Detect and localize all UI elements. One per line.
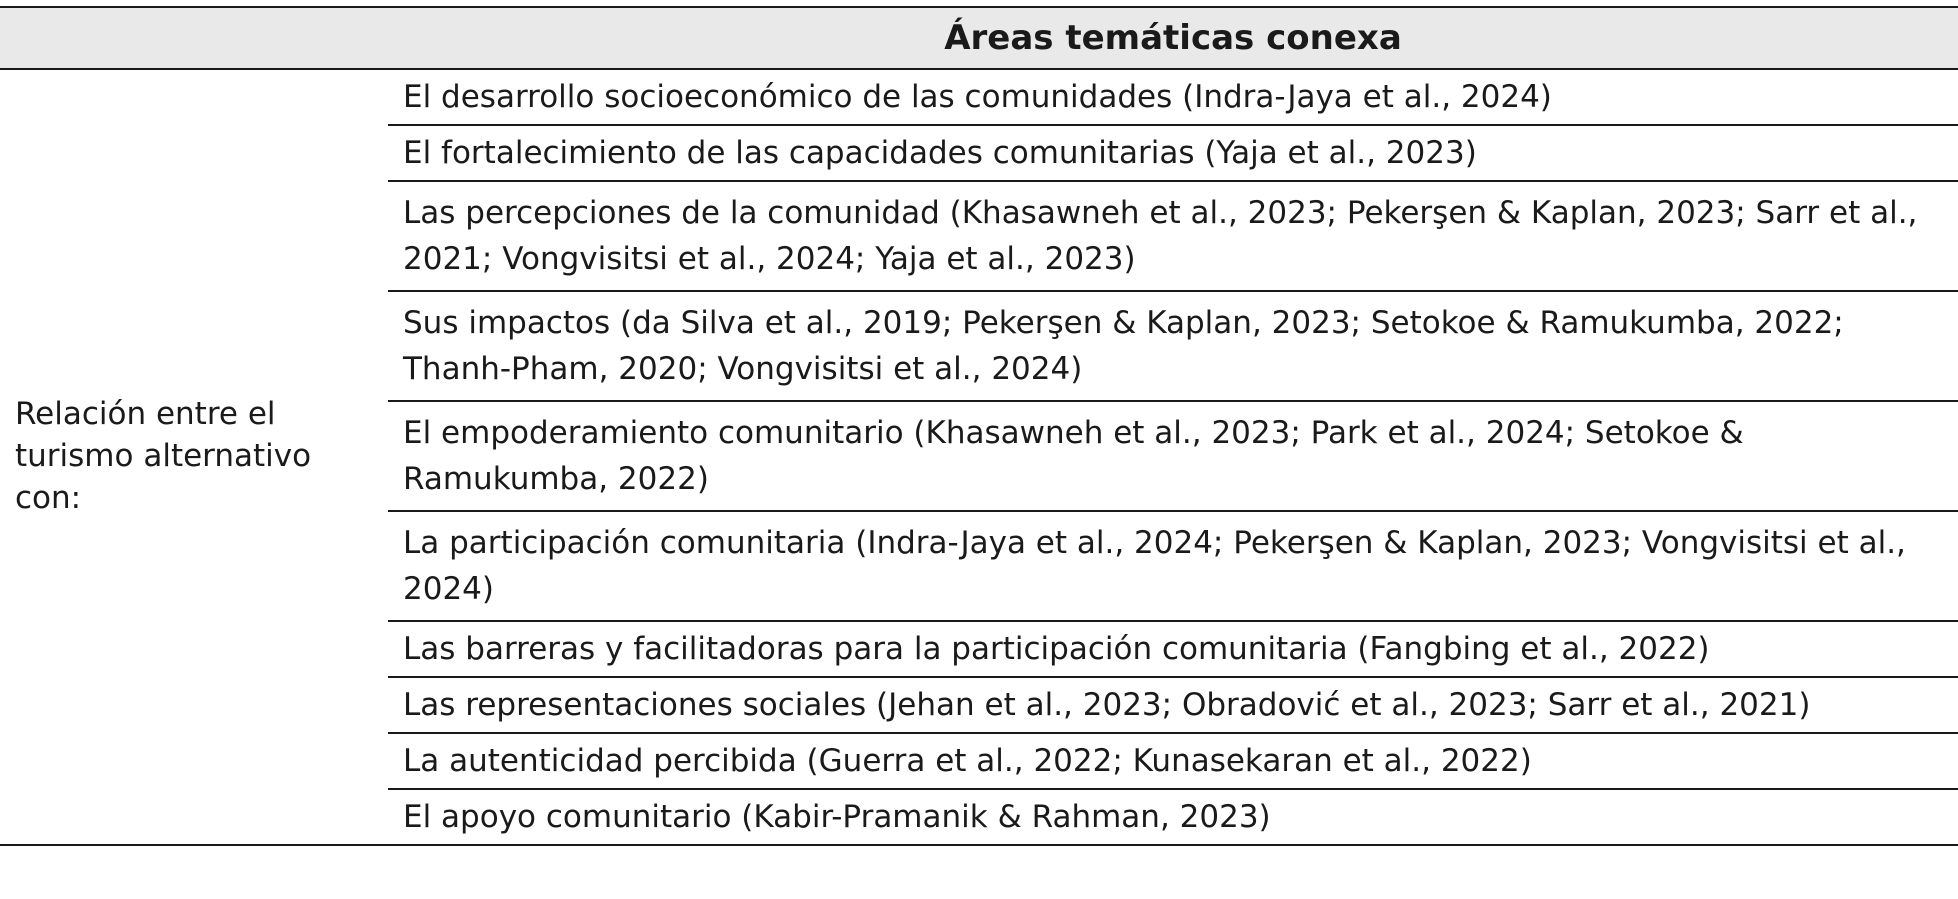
table-cell-item: El apoyo comunitario (Kabir-Pramanik & Rahman, 2023) bbox=[388, 789, 1958, 845]
header-title: Áreas temáticas conexa bbox=[388, 7, 1958, 69]
table-cell-item: La participación comunitaria (Indra-Jaya et al., 2024; Pekerşen & Kaplan, 2023; Vongvisitsi et al., 2024) bbox=[388, 511, 1958, 621]
table-cell-item: Las barreras y facilitadoras para la participación comunitaria (Fangbing et al., 2022) bbox=[388, 621, 1958, 677]
table-cell-item: La autenticidad percibida (Guerra et al., 2022; Kunasekaran et al., 2022) bbox=[388, 733, 1958, 789]
table-cell-item: Las representaciones sociales (Jehan et al., 2023; Obradović et al., 2023; Sarr et al., 2021) bbox=[388, 677, 1958, 733]
thematic-areas-table bbox=[0, 6, 1958, 846]
table-cell-item: El fortalecimiento de las capacidades comunitarias (Yaja et al., 2023) bbox=[388, 125, 1958, 181]
row-label-cell: Relación entre el turismo alternativo con: bbox=[0, 69, 388, 845]
table-row bbox=[0, 69, 1958, 125]
table-cell-item: El desarrollo socioeconómico de las comunidades (Indra-Jaya et al., 2024) bbox=[388, 69, 1958, 125]
table-cell-item: Sus impactos (da Silva et al., 2019; Pekerşen & Kaplan, 2023; Setokoe & Ramukumba, 2022; Thanh-Pham, 2020; Vongvisitsi et al., 2024) bbox=[388, 291, 1958, 401]
table-header-row bbox=[0, 7, 1958, 69]
header-left-cell bbox=[0, 7, 388, 69]
table-cell-item: Las percepciones de la comunidad (Khasawneh et al., 2023; Pekerşen & Kaplan, 2023; Sarr et al., 2021; Vongvisitsi et al., 2024; Yaja et al., 2023) bbox=[388, 181, 1958, 291]
table-cell-item: El empoderamiento comunitario (Khasawneh et al., 2023; Park et al., 2024; Setokoe & Ramukumba, 2022) bbox=[388, 401, 1958, 511]
